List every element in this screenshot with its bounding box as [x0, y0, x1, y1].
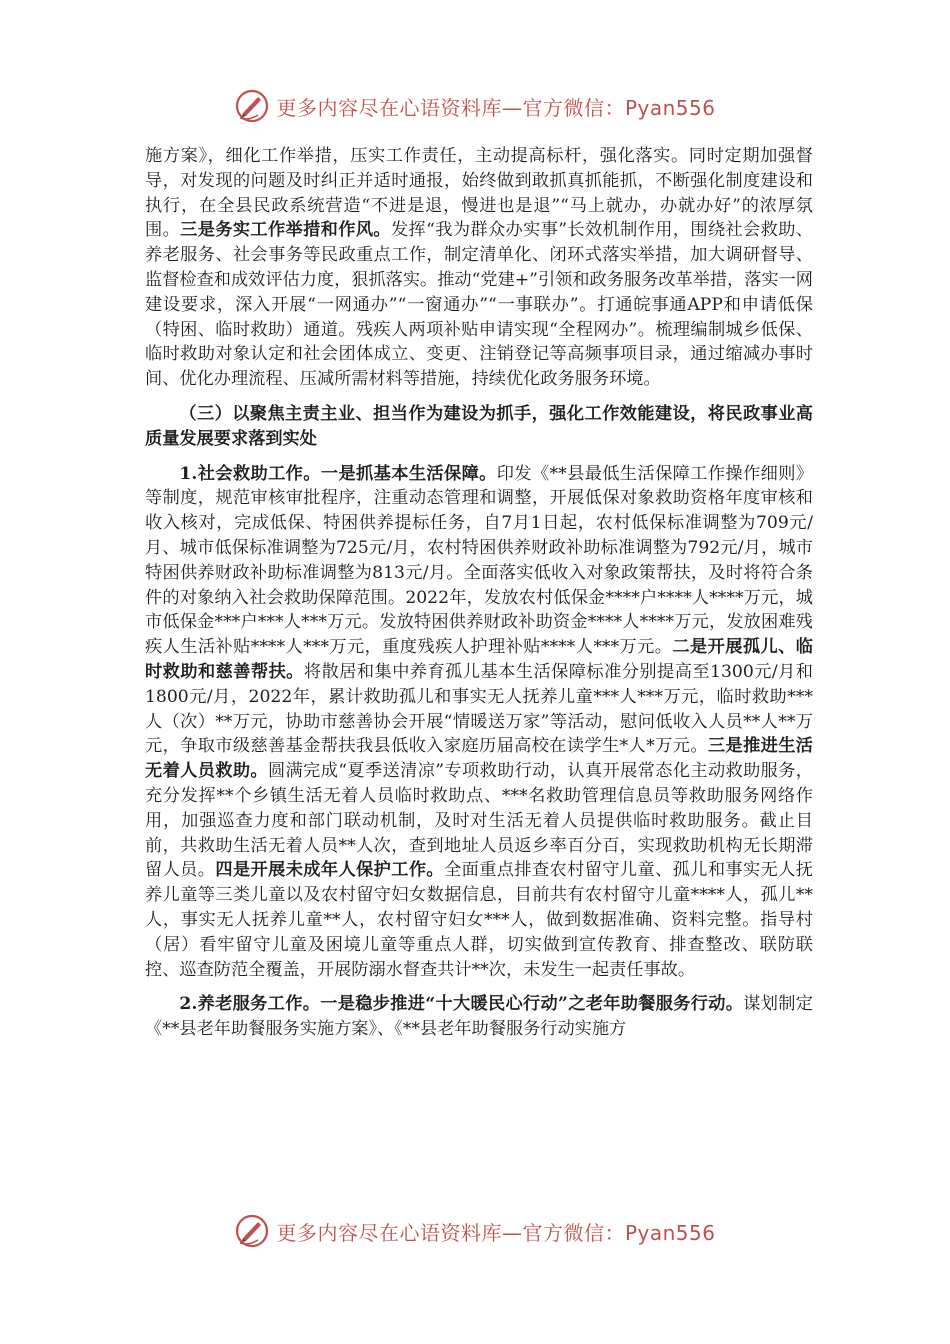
bold-text-run: 三是推进生活无着人员救助。	[145, 736, 813, 782]
bold-text-run: 四是开展未成年人保护工作。	[215, 860, 445, 881]
bold-text-run: 二是开展孤儿、临时救助和慈善帮扶。	[145, 637, 813, 682]
paragraph	[145, 462, 813, 983]
text-run: 全面重点排查农村留守儿童、孤儿和事实无人抚养儿童等三类儿童以及农村留守妇女数据信息，目前共有农村留守儿童****人，孤儿**人，事实无人抚养儿童**人，农村留守妇女***人，做到数据准确、资料完整。指导村（居）看牢留守儿童及困境儿童等重点人群，切实做到宣传教育、排查整改、联防联控、巡查防范全覆盖，开展防溺水督查共计**次，未发生一起责任事故。	[145, 860, 813, 980]
header-watermark-text: 更多内容尽在心语资料库—官方微信：Pyan556	[276, 95, 716, 120]
text-run: 施方案》，细化工作举措，压实工作责任，主动提高标杆，强化落实。同时定期加强督导，对发现的问题及时纠正并适时通报，始终做到敢抓真抓能抓，不断强化制度建设和执行，在全县民政系统营造“不进是退，慢进也是退”“马上就办，办就办好”的浓厚氛围。	[145, 146, 813, 241]
pen-and-scroll-logo	[234, 1213, 270, 1249]
paragraph	[145, 402, 813, 452]
footer-watermark-text: 更多内容尽在心语资料库—官方微信：Pyan556	[276, 1220, 716, 1245]
text-run: 将散居和集中养育孤儿基本生活保障标准分别提高至1300元/月和1800元/月，2022年，累计救助孤儿和事实无人抚养儿童***人***万元，临时救助***人（次）**万元，协助市慈善协会开展“情暖送万家”等活动，慰问低收入人员**人**万元，争取市级慈善基金帮扶我县低收入家庭历届高校在读学生*人*万元。	[145, 661, 813, 757]
paragraph	[145, 992, 813, 1042]
header-watermark-banner	[0, 86, 950, 126]
bold-text-run: 2.养老服务工作。一是稳步推进“十大暖民心行动”之老年助餐服务行动。	[179, 994, 744, 1015]
text-run: 印发《**县最低生活保障工作操作细则》等制度，规范审核审批程序，注重动态管理和调整，开展低保对象救助资格年度审核和收入核对，完成低保、特困供养提标任务，自7月1日起，农村低保标准调整为709元/月、城市低保标准调整为725元/月，农村特困供养财政补助标准调整为792元/月，城市特困供养财政补助标准调整为813元/月。全面落实低收入对象政策帮扶，及时将符合条件的对象纳入社会救助保障范围。2022年，发放农村低保金****户****人****万元，城市低保金***户***人***万元。发放特困供养财政补助资金****人****万元，发放困难残疾人生活补贴****人***万元，重度残疾人护理补贴****人***万元。	[145, 463, 813, 658]
text-run: 谋划制定《**县老年助餐服务实施方案》、《**县老年助餐服务行动实施方	[145, 994, 813, 1040]
paragraph	[145, 144, 813, 392]
bold-text-run: 1.社会救助工作。一是抓基本生活保障。	[179, 463, 497, 484]
text-run: 发挥“我为群众办实事”长效机制作用，围绕社会救助、养老服务、社会事务等民政重点工作，制定清单化、闭环式落实举措，加大调研督导、监督检查和成效评估力度，狠抓落实。推动“党建+”引领和政务服务改革举措，落实一网建设要求，深入开展“一网通办”“一窗通办”“一事联办”。打通皖事通APP和申请低保（特困、临时救助）通道。残疾人两项补贴申请实现“全程网办”。梳理编制城乡低保、临时救助对象认定和社会团体成立、变更、注销登记等高频事项目录，通过缩减办事时间、优化办理流程、压减所需材料等措施，持续优化政务服务环境。	[145, 220, 813, 390]
text-run: 圆满完成“夏季送清凉”专项救助行动，认真开展常态化主动救助服务，充分发挥**个乡镇生活无着人员临时救助点、***名救助管理信息员等救助服务网络作用，加强巡查力度和部门联动机制，及时对生活无着人员提供临时救助服务。截止目前，共救助生活无着人员**人次，查到地址人员返乡率百分百，实现救助机构无长期滞留人员。	[145, 761, 813, 881]
bold-text-run: 三是务实工作举措和作风。	[180, 220, 391, 241]
footer-watermark-banner	[0, 1211, 950, 1251]
bold-text-run: （三）以聚焦主责主业、担当作为建设为抓手，强化工作效能建设，将民政事业高质量发展要求落到实处	[145, 403, 813, 449]
document-body	[145, 144, 813, 1042]
pen-and-scroll-logo	[234, 88, 270, 124]
